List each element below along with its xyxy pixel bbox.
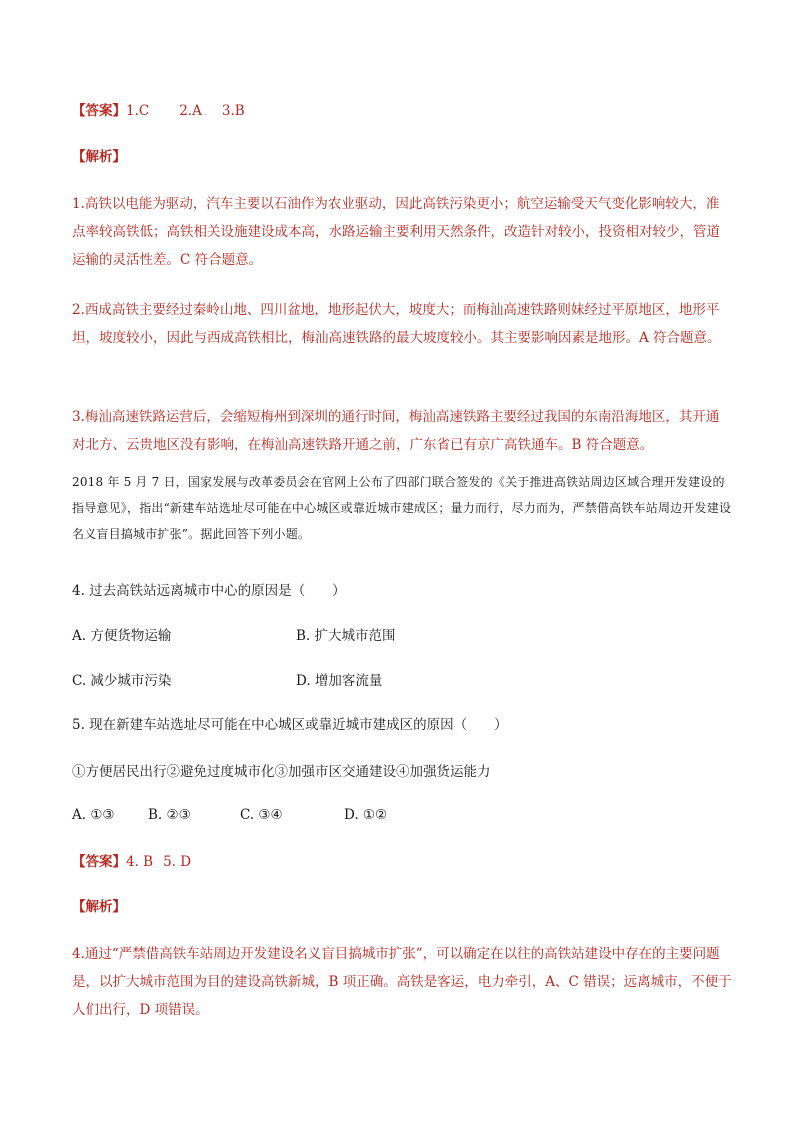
analysis-paragraph-1: 1.高铁以电能为驱动，汽车主要以石油作为农业驱动，因此高铁污染更小；航空运输受天气变化影响较大，准点率较高铁低；高铁相关设施建设成本高，水路运输主要利用天然条件，改造针对较小，投资相对较少，管道运输的灵活性差。C 符合题意。 [72,196,720,268]
answer-line-2 [72,848,732,876]
answer-item: 1.C [126,103,150,119]
q5-option-d: D. ①② [344,807,388,823]
q4-option-b: B. 扩大城市范围 [296,628,396,644]
analysis-label: 【解析】 [72,149,126,165]
answer-item: 5. D [163,854,192,870]
q5-option-b: B. ②③ [148,807,191,823]
answer-label: 【答案】 [72,854,126,870]
answer-item: 4. B [126,854,154,870]
question-5-stem: 5. 现在新建车站选址尽可能在中心城区或靠近城市建成区的原因（ ） [72,717,508,733]
question-4-stem: 4. 过去高铁站远离城市中心的原因是（ ） [72,583,346,599]
q5-option-a: A. ①③ [72,807,115,823]
q4-option-a: A. 方便货物运输 [72,628,172,644]
material-paragraph: 2018 年 5 月 7 日，国家发展与改革委员会在官网上公布了四部门联合签发的《关于推进高铁站周边区域合理开发建设的指导意见》，指出“新建车站选址尽可能在中心城区或靠近城市建成区；量力而行，尽力而为，严禁借高铁车站周边开发建设名义盲目搞城市扩张”。据此回答下列小题。 [72,475,732,541]
analysis-paragraph-4: 4.通过“严禁借高铁车站周边开发建设名义盲目搞城市扩张”，可以确定在以往的高铁站建设中存在的主要问题是，以扩大城市范围为目的建设高铁新城，B 项正确。高铁是客运，电力牵引，A、C 错误；远离城市，不便于人们出行，D 项错误。 [72,946,732,1018]
analysis-paragraph-3: 3.梅汕高速铁路运营后，会缩短梅州到深圳的通行时间，梅汕高速铁路主要经过我国的东南沿海地区，其开通对北方、云贵地区没有影响，在梅汕高速铁路开通之前，广东省已有京广高铁通车。B 符合题意。 [72,409,720,453]
q5-option-c: C. ③④ [240,807,283,823]
question-5-statements: ①方便居民出行②避免过度城市化③加强市区交通建设④加强货运能力 [72,764,491,780]
q4-option-d: D. 增加客流量 [296,673,383,689]
answer-item: 2.A [179,103,202,119]
answer-line-1 [72,97,732,125]
analysis-label: 【解析】 [72,899,126,915]
answer-label: 【答案】 [72,103,126,119]
answer-item: 3.B [221,103,245,119]
q4-option-c: C. 减少城市污染 [72,673,172,689]
analysis-paragraph-2: 2.西成高铁主要经过秦岭山地、四川盆地，地形起伏大，坡度大；而梅汕高速铁路则妹经过平原地区，地形平坦，坡度较小，因此与西成高铁相比，梅汕高速铁路的最大坡度较小。其主要影响因素是地形。A 符合题意。 [72,302,721,346]
